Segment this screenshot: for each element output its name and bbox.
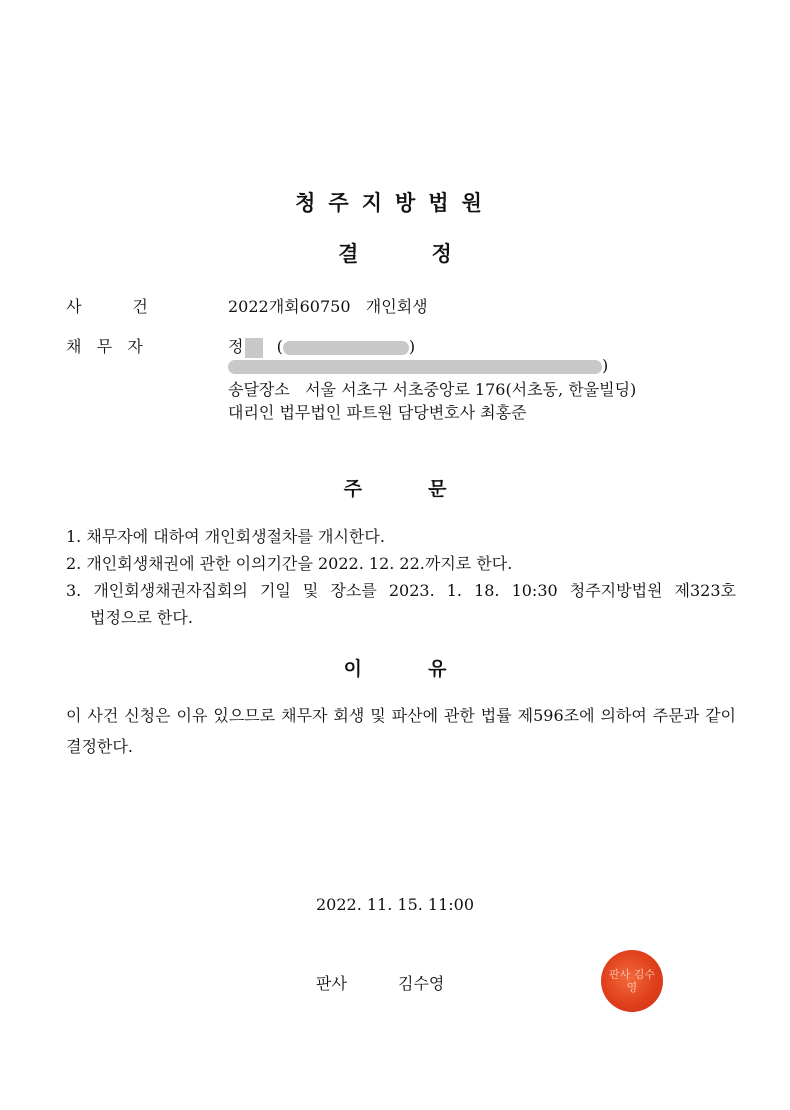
- debtor-address-line: [228, 356, 608, 375]
- order-item-continuation: 법정으로 한다.: [90, 608, 193, 627]
- decision-title: [0, 238, 790, 268]
- order-heading: [0, 474, 790, 501]
- case-label: 사 건: [66, 297, 148, 316]
- court-title: 청주지방법원: [295, 191, 495, 215]
- agent-line: 대리인 법무법인 파트원 담당변호사 최홍준: [228, 403, 527, 422]
- reason-heading-text: 이 유: [343, 658, 447, 680]
- paren-close: ): [602, 356, 609, 375]
- judge-title: 판사: [316, 974, 347, 993]
- decision-title-text: 결 정: [338, 242, 452, 266]
- seal-text: 판사 김수영: [609, 968, 656, 994]
- debtor-name: 정: [228, 337, 244, 356]
- reason-text: 이 사건 신청은 이유 있으므로 채무자 회생 및 파산에 관한 법률 제596조에 의하여 주문과 같이 결정한다.: [66, 706, 736, 756]
- order-heading-text: 주 문: [343, 478, 447, 500]
- debtor-label: 채 무 자: [66, 337, 143, 356]
- redaction-box: [245, 338, 263, 358]
- paren-open: (: [276, 337, 283, 356]
- reason-heading: [0, 654, 790, 681]
- paren-close: ): [408, 337, 416, 356]
- order-item: 1. 채무자에 대하여 개인회생절차를 개시한다.: [66, 527, 385, 546]
- judge-seal-stamp: [601, 950, 663, 1012]
- debtor-name-line: [228, 334, 415, 358]
- order-item: 3. 개인회생채권자집회의 기일 및 장소를 2023. 1. 18. 10:30 청주지방법원 제323호: [66, 581, 736, 600]
- case-value: 2022개회60750 개인회생: [228, 297, 428, 316]
- redaction-bar: [283, 341, 409, 355]
- redaction-bar: [228, 360, 602, 374]
- judge-name: 김수영: [398, 974, 445, 993]
- decision-date: 2022. 11. 15. 11:00: [315, 895, 475, 914]
- delivery-address: 송달장소 서울 서초구 서초중앙로 176(서초동, 한울빌딩): [228, 380, 637, 399]
- order-item: 2. 개인회생채권에 관한 이의기간을 2022. 12. 22.까지로 한다.: [66, 554, 513, 573]
